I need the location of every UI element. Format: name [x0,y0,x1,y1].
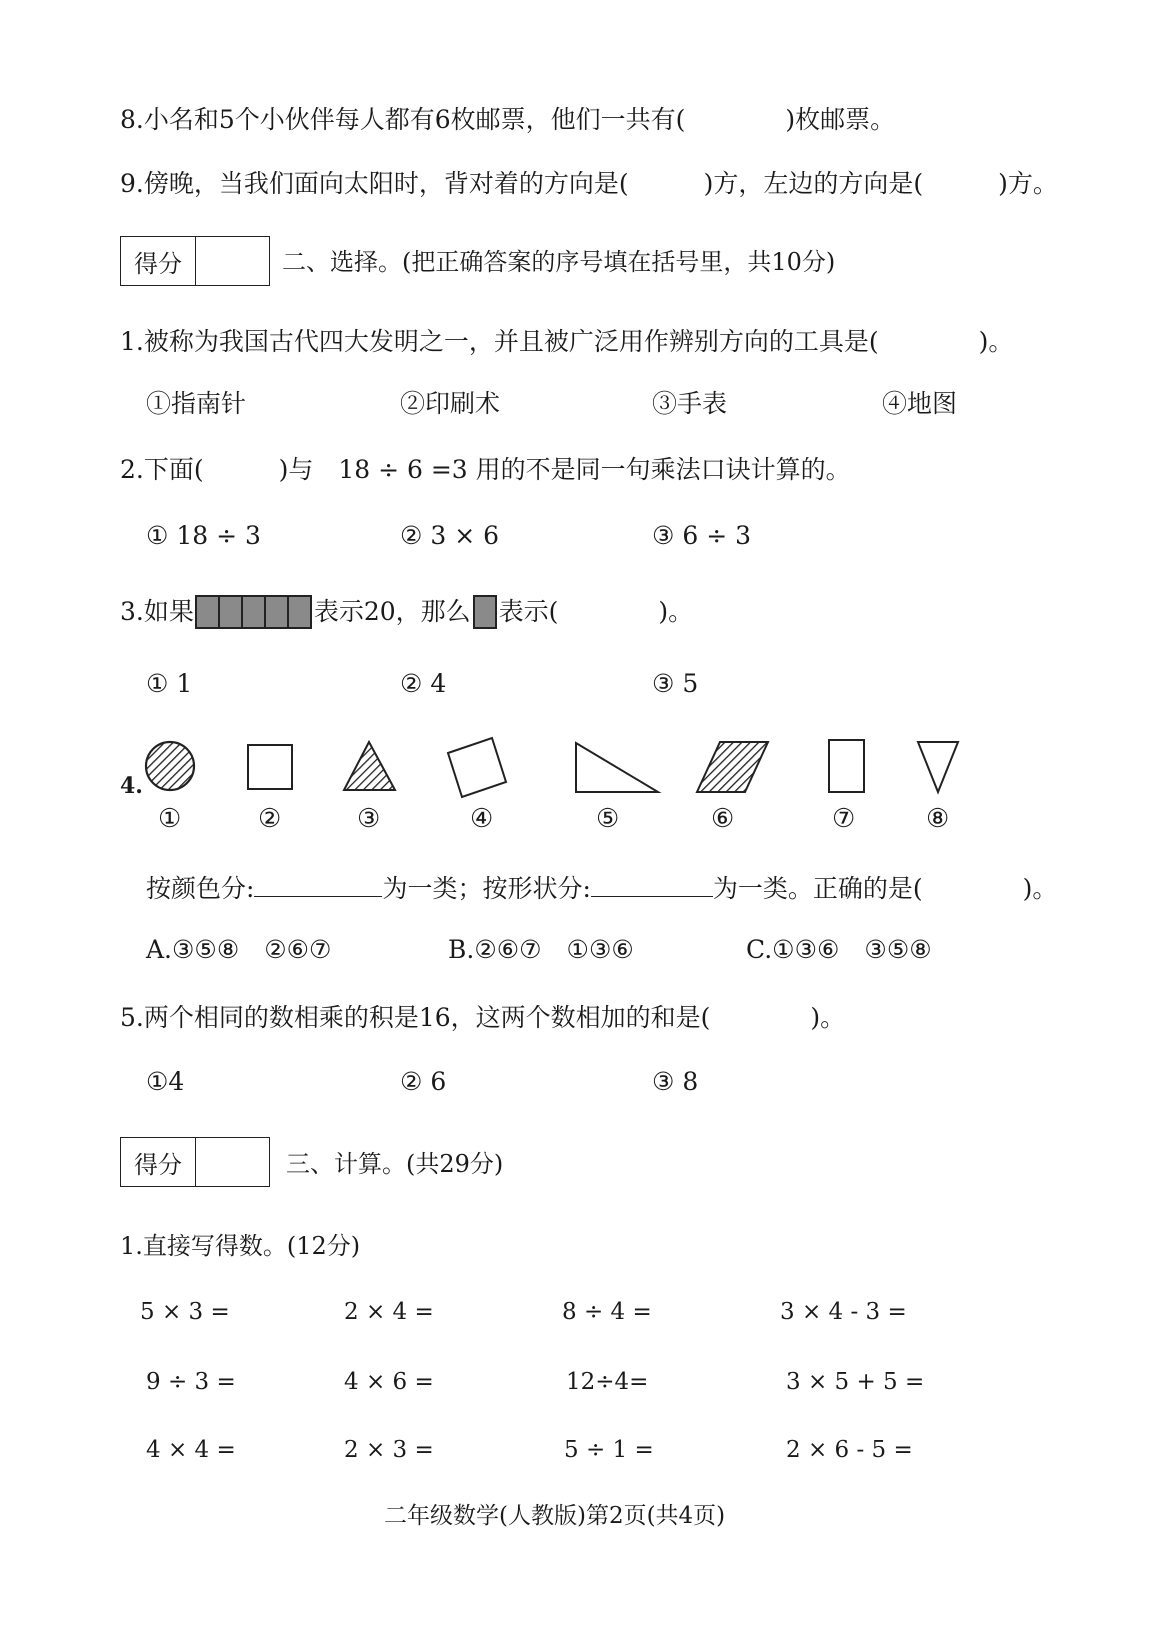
shape-label-3: ③ [357,804,381,834]
hatched-parallelogram-icon [697,742,768,792]
calc-item: 2 × 3 = [344,1437,434,1463]
page-footer: 二年级数学(人教版)第2页(共4页) [384,1503,726,1529]
hatched-circle-icon [146,742,194,790]
q4-answer-label: 为一类。正确的是( )。 [712,874,1058,903]
section-2-title: 二、选择。(把正确答案的序号填在括号里，共10分) [282,248,836,276]
q4-color-blank[interactable] [254,872,382,897]
calc-item: 8 ÷ 4 = [562,1299,652,1325]
q4-option-c: C.①③⑥ ③⑤⑧ [746,935,932,964]
q3-option-1: ① 1 [146,669,193,698]
inverted-triangle-icon [918,742,958,792]
q1-option-1: ①指南针 [146,389,247,418]
calc-item: 3 × 4 - 3 = [780,1299,907,1325]
calc-item: 5 ÷ 1 = [564,1437,654,1463]
calc-subtitle: 1.直接写得数。(12分) [120,1232,361,1260]
score-blank[interactable] [196,1138,269,1186]
q2-option-1: ① 18 ÷ 3 [146,521,261,550]
q4-option-b: B.②⑥⑦ ①③⑥ [448,935,634,964]
score-box-section-2 [120,236,270,286]
q4-color-label: 按颜色分: [146,874,255,903]
choice-question-5: 5.两个相同的数相乘的积是16，这两个数相加的和是( )。 [120,1003,846,1032]
shape-label-7: ⑦ [832,804,856,834]
one-block-icon [471,592,499,632]
q3-text-pre: 3.如果 [120,597,194,626]
calc-item: 2 × 4 = [344,1299,434,1325]
square-icon [248,745,292,789]
score-label: 得分 [121,1138,196,1186]
q5-option-1: ①4 [146,1067,185,1096]
shape-label-6: ⑥ [711,804,735,834]
choice-question-1: 1.被称为我国古代四大发明之一，并且被广泛用作辨别方向的工具是( )。 [120,327,1014,356]
q3-text-post: 表示( )。 [498,597,694,626]
score-label: 得分 [121,237,196,285]
q1-option-4: ④地图 [882,389,958,418]
calc-item: 5 × 3 = [140,1299,230,1325]
q4-shape-label: 为一类；按形状分: [382,874,591,903]
calc-item: 3 × 5 + 5 = [786,1369,925,1395]
shape-label-4: ④ [470,804,494,834]
q4-classify-line [146,872,1057,905]
q4-option-a: A.③⑤⑧ ②⑥⑦ [146,935,332,964]
q3-option-3: ③ 5 [652,669,699,698]
q1-option-2: ②印刷术 [400,389,501,418]
shapes-row [0,728,1156,808]
calc-item: 2 × 6 - 5 = [786,1437,913,1463]
section-3-title: 三、计算。(共29分) [286,1150,504,1178]
right-triangle-icon [576,743,658,792]
hatched-triangle-icon [344,742,395,790]
calc-item: 12÷4= [566,1369,649,1395]
calc-item: 4 × 4 = [146,1437,236,1463]
five-blocks-icon [194,592,314,632]
shape-label-1: ① [158,804,182,834]
q5-option-2: ② 6 [400,1067,447,1096]
q4-shape-blank[interactable] [591,872,713,897]
choice-question-3 [120,592,693,632]
q2-option-2: ② 3 × 6 [400,521,500,550]
shape-label-5: ⑤ [596,804,620,834]
rectangle-icon [829,740,864,792]
question-4-number: 4. [120,773,143,799]
q3-option-2: ② 4 [400,669,447,698]
score-box-section-3 [120,1137,270,1187]
question-8: 8.小名和5个小伙伴每人都有6枚邮票，他们一共有( )枚邮票。 [120,105,896,134]
choice-question-2: 2.下面( )与 18 ÷ 6 =3 用的不是同一句乘法口诀计算的。 [120,455,851,484]
calc-item: 9 ÷ 3 = [146,1369,236,1395]
calc-item: 4 × 6 = [344,1369,434,1395]
shape-label-2: ② [258,804,282,834]
q1-option-3: ③手表 [652,389,728,418]
q2-option-3: ③ 6 ÷ 3 [652,521,752,550]
tilted-square-icon [448,738,506,797]
q5-option-3: ③ 8 [652,1067,699,1096]
q3-text-mid: 表示20，那么 [313,597,471,626]
shape-label-8: ⑧ [926,804,950,834]
score-blank[interactable] [196,237,269,285]
question-9: 9.傍晚，当我们面向太阳时，背对着的方向是( )方，左边的方向是( )方。 [120,169,1058,198]
